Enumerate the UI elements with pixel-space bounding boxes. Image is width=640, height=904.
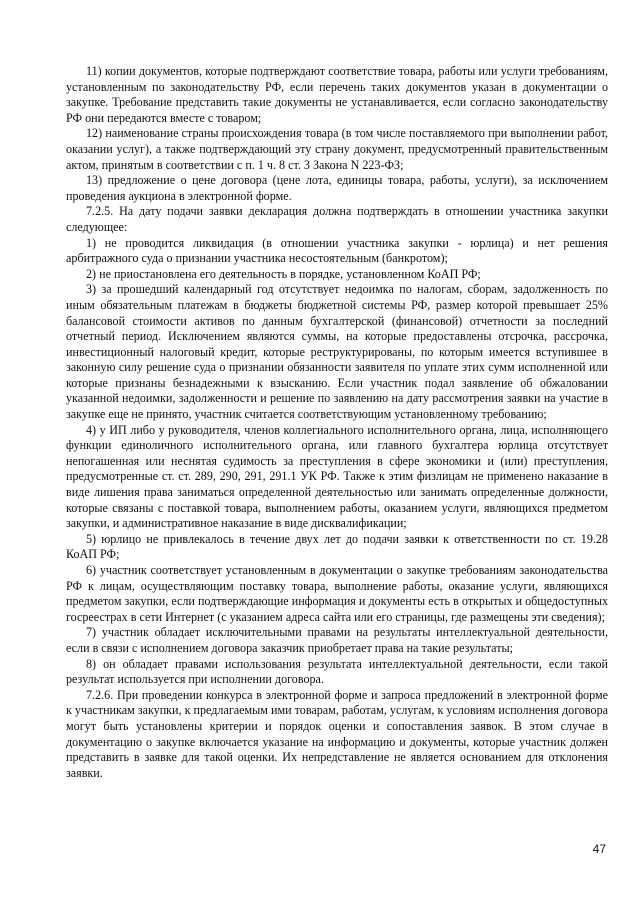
paragraph-6-compliance: 6) участник соответствует установленным в документации о закупке требованиям законодательства РФ к лицам, осуществляющим поставку товара, выполнение работы, оказание услуги, являющихся предметом закупки, если подтверждающие информация и документы есть в открытых и общедоступных госреестрах в сети Интернет (с указанием адреса сайта или его страницы, где размещены эти сведения); bbox=[66, 563, 608, 624]
paragraph-8-usage-rights: 8) он обладает правами использования результата интеллектуальной деятельности, если такой результат используется при исполнении договора. bbox=[66, 656, 608, 687]
paragraph-7-exclusive-rights: 7) участник обладает исключительными правами на результаты интеллектуальной деятельности, если в связи с исполнением договора заказчик приобретает права на такие результаты; bbox=[66, 625, 608, 655]
paragraph-1-no-liquidation: 1) не проводится ликвидация (в отношении участника закупки - юрлица) и нет решения арбитражного суда о признании участника несостоятельным (банкротом); bbox=[66, 235, 608, 266]
paragraph-3-no-arrears: 3) за прошедший календарный год отсутствует недоимка по налогам, сборам, задолженность по иным обязательным платежам в бюджеты бюджетной системы РФ, размер которой превышает 25% балансовой стоимости активов по данным бухгалтерской (финансовой) отчетности за последний отчетный период. Исключением являются суммы, на которые предоставлены отсрочка, рассрочка, инвестиционный налоговый кредит, которые реструктурированы, по которым имеется вступившее в законную силу решение суда о признании обязанности заявителя по уплате этих сумм исполненной или которые признаны безнадежными к взысканию. Если участник подал заявление об обжаловании указанной недоимки, задолженности и решение по заявлению на дату рассмотрения заявки на участие в закупке еще не принято, участник считается соответствующим установленному требованию; bbox=[66, 282, 608, 422]
paragraph-4-no-criminal-record: 4) у ИП либо у руководителя, членов коллегиального исполнительного органа, лица, исполняющего функции единоличного исполнительного органа, или главного бухгалтера юрлица отсутствует непогашенная или неснятая судимость за преступления в сфере экономики и (или) преступления, предусмотренные ст. ст. 289, 290, 291, 291.1 УК РФ. Также к этим физлицам не применено наказание в виде лишения права заниматься определенной деятельностью или занимать определенные должности, которые связаны с поставкой товара, выполнением работы, оказанием услуги, являющихся предметом закупки, и административное наказание в виде дисквалификации; bbox=[66, 422, 608, 531]
paragraph-7-2-6-criteria: 7.2.6. При проведении конкурса в электронной форме и запроса предложений в электронной форме к участникам закупки, к предлагаемым ими товарам, работам, услугам, к условиям исполнения договора могут быть установлены критерии и порядок оценки и сопоставления заявок. В этом случае в документацию о закупке включается указание на информацию и документы, которые участник должен представить в заявке для такой оценки. Их непредставление не является основанием для отклонения заявки. bbox=[66, 687, 608, 780]
document-body bbox=[66, 64, 608, 781]
page-number: 47 bbox=[592, 842, 606, 856]
paragraph-11-copies: 11) копии документов, которые подтверждают соответствие товара, работы или услуги требованиям, установленным по законодательству РФ, если перечень таких документов указан в документации о закупке. Требование представить такие документы не устанавливается, если согласно законодательству РФ они передаются вместе с товаром; bbox=[66, 64, 608, 125]
paragraph-2-not-suspended: 2) не приостановлена его деятельность в порядке, установленном КоАП РФ; bbox=[86, 266, 481, 281]
paragraph-5-no-liability: 5) юрлицо не привлекалось в течение двух лет до подачи заявки к ответственности по ст. 19.28 КоАП РФ; bbox=[66, 531, 608, 562]
paragraph-7-2-5-declaration: 7.2.5. На дату подачи заявки декларация должна подтверждать в отношении участника закупки следующее: bbox=[66, 204, 608, 234]
paragraph-13-price-offer: 13) предложение о цене договора (цене лота, единицы товара, работы, услуги), за исключением проведения аукциона в электронной форме. bbox=[66, 173, 608, 203]
paragraph-12-country-of-origin: 12) наименование страны происхождения товара (в том числе поставляемого при выполнении работ, оказании услуг), а также подтверждающий эту страну документ, предусмотренный правительственным актом, принятым в соответствии с п. 1 ч. 8 ст. 3 Закона N 223-ФЗ; bbox=[66, 126, 608, 172]
